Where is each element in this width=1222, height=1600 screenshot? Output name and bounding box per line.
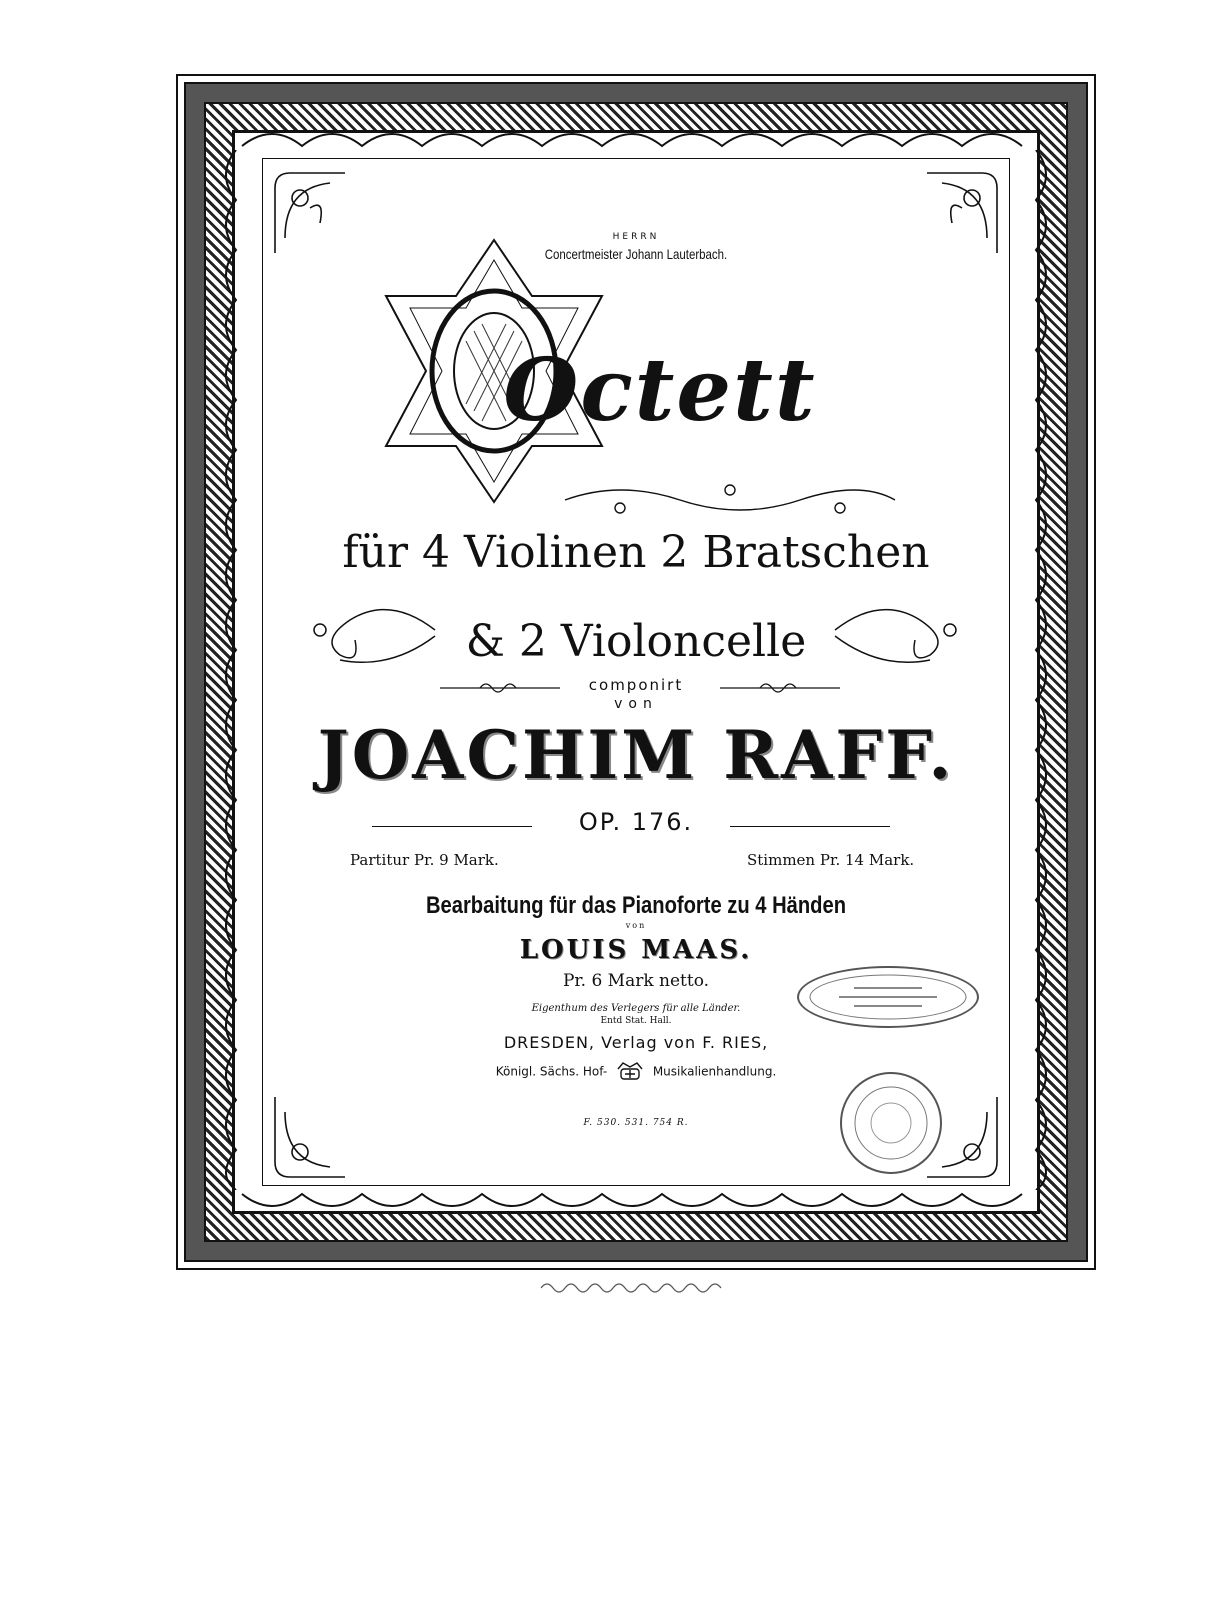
stamp-circle-detail-icon (842, 1074, 940, 1172)
instrumentation-line-1: für 4 Violinen 2 Bratschen (342, 527, 930, 578)
frame-bottom-ornament (232, 1188, 1040, 1222)
score-price: Partitur Pr. 9 Mark. (350, 851, 499, 869)
inner-thin-rule (262, 158, 1010, 1186)
stamp-oval-detail-icon (799, 968, 977, 1026)
arranger-von-label: von (625, 921, 647, 930)
frame-right-ornament (1028, 150, 1058, 1190)
corner-flourish-top-left-icon (270, 168, 350, 258)
arranger-name: LOUIS MAAS. (519, 935, 753, 965)
publisher-line: DRESDEN, Verlag von F. RIES, (503, 1033, 769, 1052)
arrangement-line: Bearbaitung für das Pianoforte zu 4 Händen (425, 892, 847, 919)
composer-name: JOACHIM RAFF. (317, 716, 955, 794)
library-stamp-oval (797, 966, 979, 1028)
work-title: Octett (503, 340, 817, 441)
ownership-notice: Eigenthum des Verlegers für alle Länder. (531, 1003, 741, 1014)
opus-rule-right (730, 826, 890, 827)
royal-crest-icon (615, 1061, 645, 1083)
arrangement-price: Pr. 6 Mark netto. (562, 971, 710, 991)
flourish-under-title-icon (560, 480, 900, 520)
dedicatee-name: Concertmeister Johann Lauterbach. (544, 246, 728, 262)
frame-top-ornament (232, 118, 1040, 152)
handwritten-signature-icon (538, 1276, 728, 1296)
court-title-left: Königl. Sächs. Hof- (495, 1064, 608, 1079)
library-stamp-circle (840, 1072, 942, 1174)
parts-price: Stimmen Pr. 14 Mark. (747, 851, 915, 869)
von-label: von (614, 696, 658, 712)
dedication-heading: HERRN (612, 232, 660, 242)
instrumentation-line-2: & 2 Violoncelle (465, 616, 807, 667)
componirt-label: componirt (588, 676, 684, 694)
corner-flourish-top-right-icon (922, 168, 1002, 258)
plate-numbers: F. 530. 531. 754 R. (583, 1118, 689, 1128)
frame-left-ornament (214, 150, 244, 1190)
opus-number: OP. 176. (578, 808, 694, 836)
court-title-right: Musikalienhandlung. (652, 1064, 777, 1079)
corner-flourish-bottom-left-icon (270, 1092, 350, 1182)
registration-notice: Entd Stat. Hall. (600, 1016, 672, 1026)
